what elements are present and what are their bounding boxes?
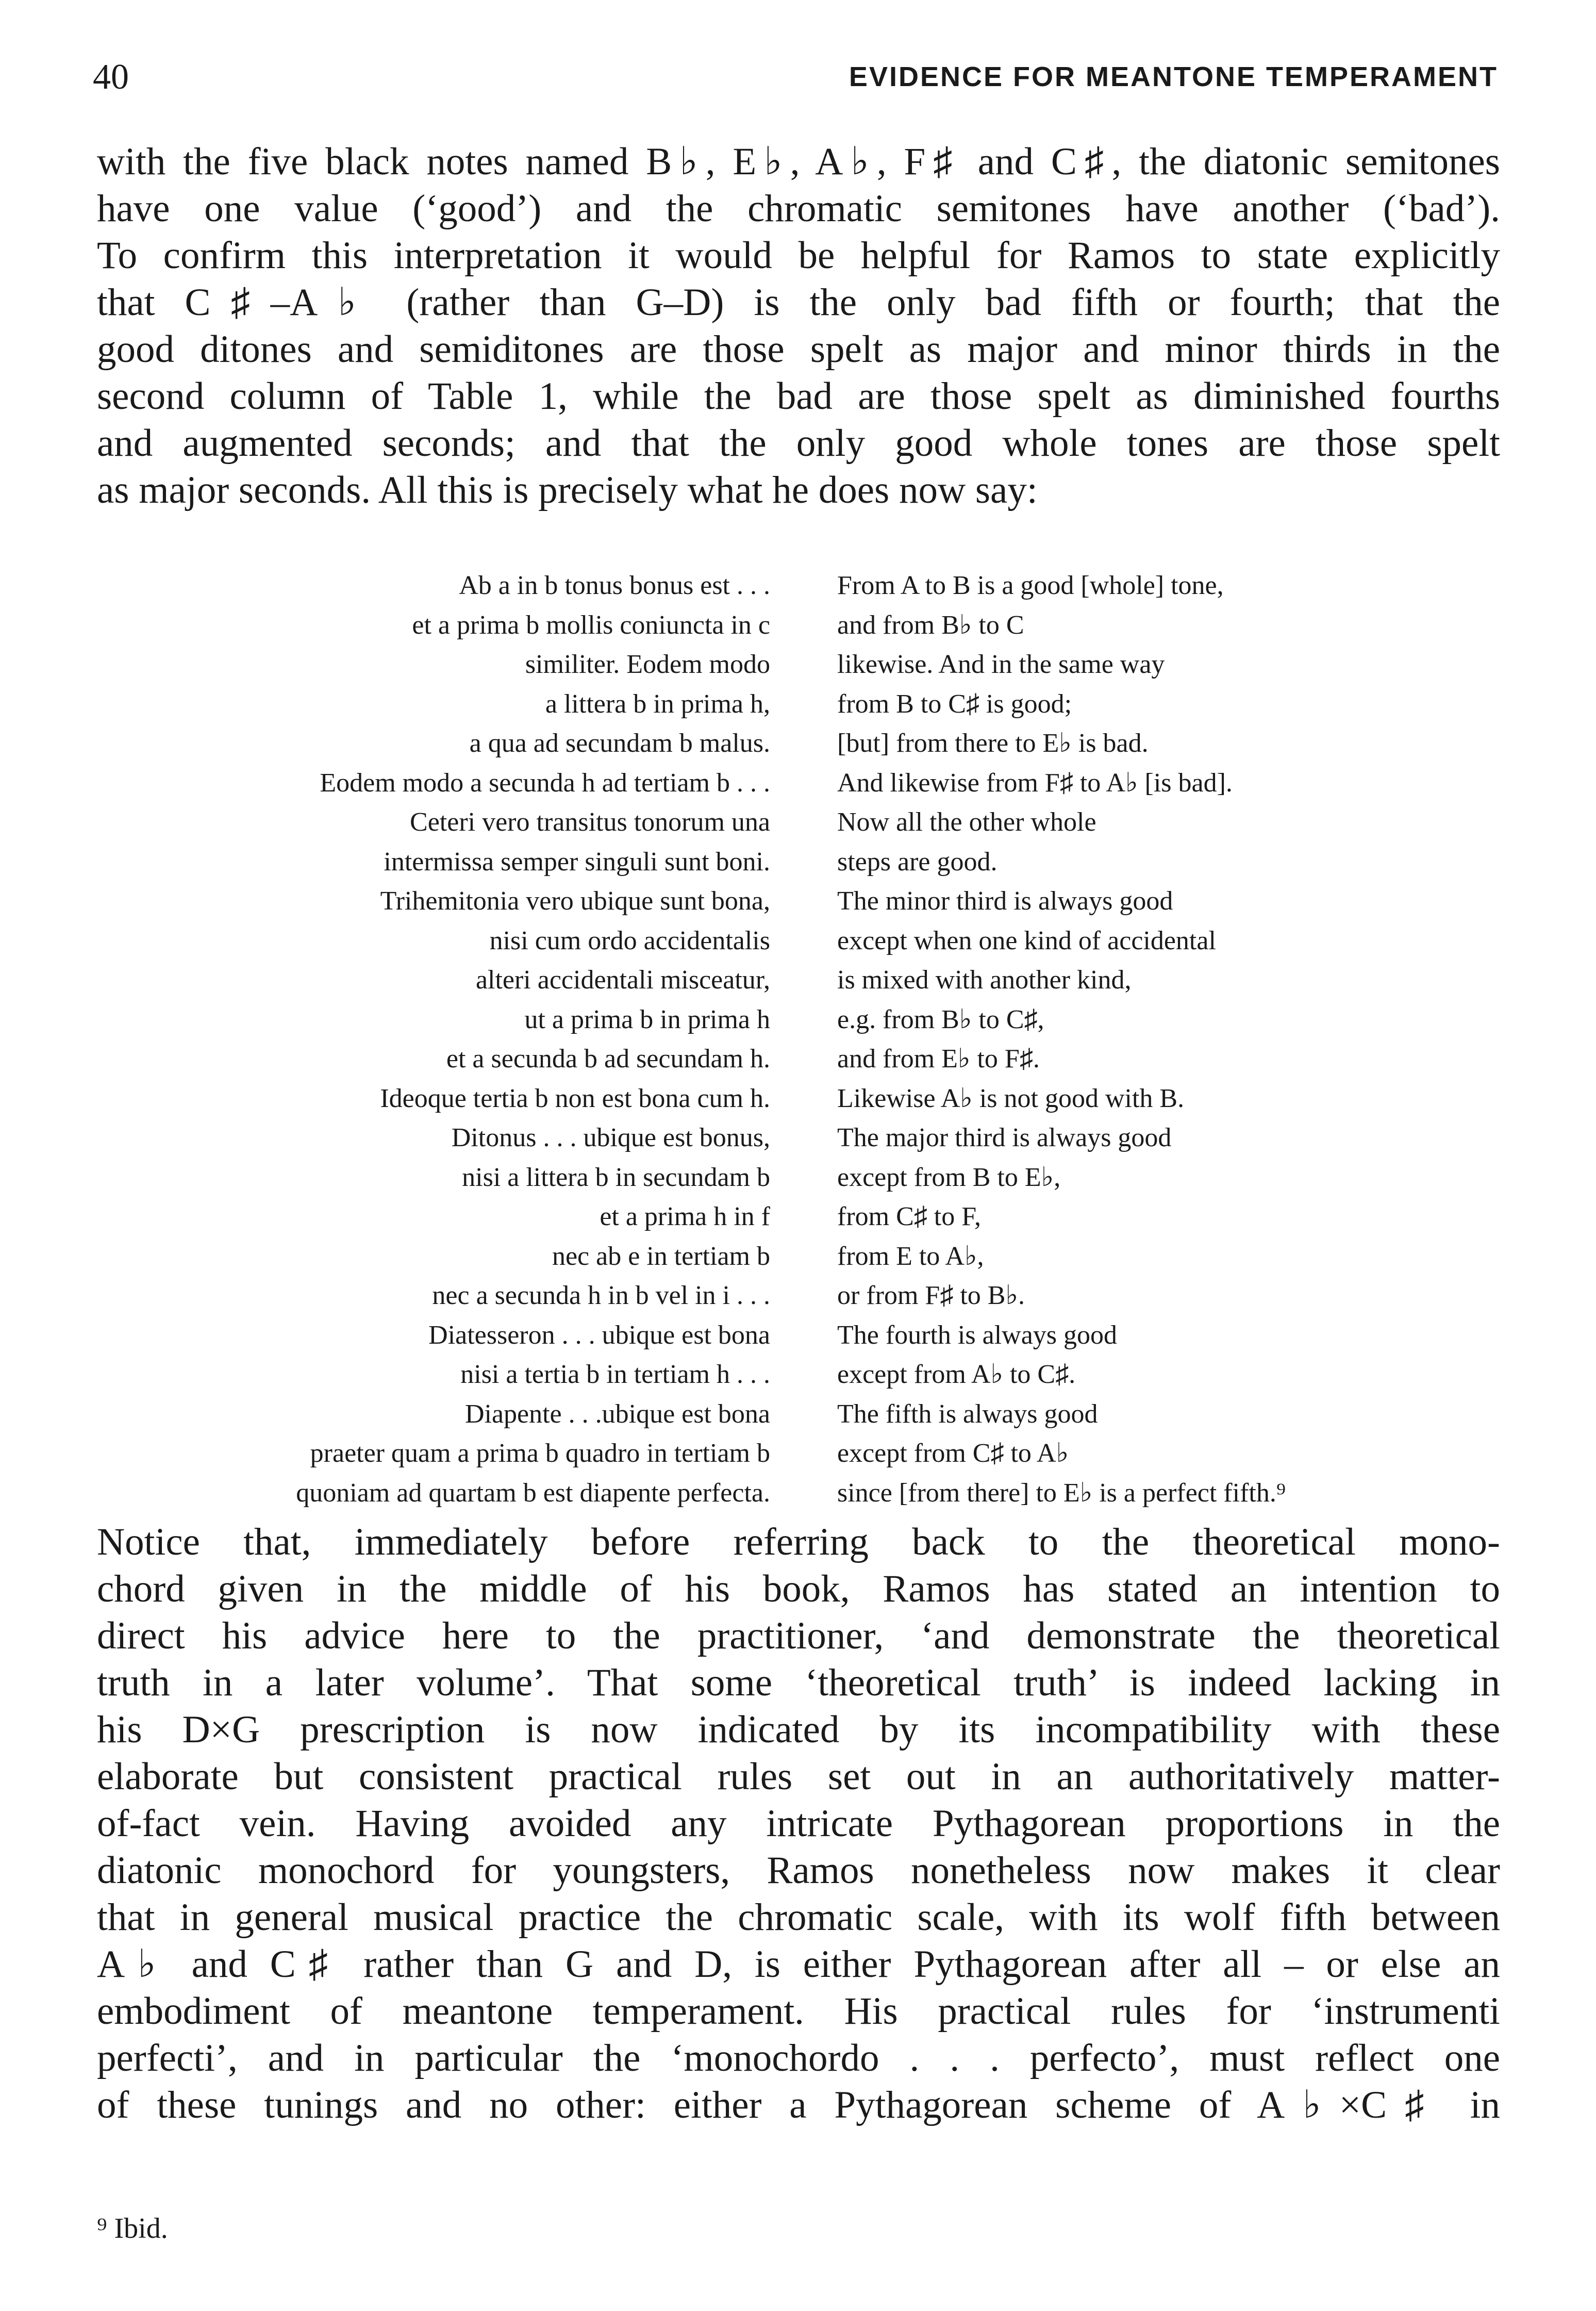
text-line: elaborate but consistent practical rules set out in an authoritatively matter- — [97, 1755, 1500, 1798]
text-line: A♭ and C♯ rather than G and D, is either Pythagorean after all – or else an — [97, 1943, 1500, 1986]
english-line: from B to C♯ is good; — [837, 689, 1072, 719]
footnote-mark: ⁹ — [97, 2213, 107, 2244]
text-line: his D×G prescription is now indicated by its incompatibility with these — [97, 1708, 1500, 1751]
text-line: that C♯–A♭ (rather than G–D) is the only bad fifth or fourth; that the — [97, 281, 1500, 324]
text-line: truth in a later volume’. That some ‘theoretical truth’ is indeed lacking in — [97, 1661, 1500, 1704]
latin-line: praeter quam a prima b quadro in tertiam b — [310, 1439, 770, 1468]
text-line: perfecti’, and in particular the ‘monochordo . . . perfecto’, must reflect one — [97, 2037, 1500, 2079]
english-line: and from E♭ to F♯. — [837, 1044, 1040, 1074]
running-head: EVIDENCE FOR MEANTONE TEMPERAMENT — [849, 61, 1498, 92]
latin-line: Ideoque tertia b non est bona cum h. — [380, 1083, 770, 1113]
english-translation — [837, 566, 1507, 1513]
text-line: direct his advice here to the practitioner, ‘and demonstrate the theoretical — [97, 1614, 1500, 1657]
latin-line: Trihemitonia vero ubique sunt bona, — [380, 886, 770, 916]
english-line: from E to A♭, — [837, 1241, 984, 1271]
latin-line: et a secunda b ad secundam h. — [446, 1044, 770, 1074]
page-number: 40 — [93, 57, 129, 97]
english-line: e.g. from B♭ to C♯, — [837, 1004, 1044, 1034]
footnote-text: Ibid. — [114, 2213, 168, 2244]
latin-line: ut a prima b in prima h — [524, 1004, 770, 1034]
latin-line: a qua ad secundam b malus. — [469, 729, 770, 758]
english-line: And likewise from F♯ to A♭ [is bad]. — [837, 768, 1233, 798]
latin-line: et a prima b mollis coniuncta in c — [412, 610, 770, 640]
text-line: of-fact vein. Having avoided any intricate Pythagorean proportions in the — [97, 1802, 1500, 1845]
latin-line: Ditonus . . . ubique est bonus, — [451, 1123, 770, 1152]
latin-line: nisi a tertia b in tertiam h . . . — [460, 1360, 770, 1389]
text-line: Notice that, immediately before referring back to the theoretical mono- — [97, 1521, 1500, 1563]
text-line: good ditones and semiditones are those spelt as major and minor thirds in the — [97, 328, 1500, 371]
text-line: as major seconds. All this is precisely what he does now say: — [97, 469, 1038, 511]
english-line: likewise. And in the same way — [837, 650, 1165, 679]
english-line: except from A♭ to C♯. — [837, 1360, 1076, 1389]
english-line: Likewise A♭ is not good with B. — [837, 1083, 1185, 1113]
english-line: and from B♭ to C — [837, 610, 1024, 640]
latin-line: Eodem modo a secunda h ad tertiam b . . . — [320, 768, 770, 798]
latin-line: similiter. Eodem modo — [525, 650, 770, 679]
latin-line: intermissa semper singuli sunt boni. — [384, 847, 770, 877]
latin-line: quoniam ad quartam b est diapente perfecta. — [296, 1478, 770, 1508]
english-line: From A to B is a good [whole] tone, — [837, 571, 1224, 600]
latin-line: alteri accidentali misceatur, — [475, 965, 770, 995]
english-line: except from C♯ to A♭ — [837, 1439, 1069, 1468]
english-line: or from F♯ to B♭. — [837, 1281, 1025, 1310]
english-line: is mixed with another kind, — [837, 965, 1132, 995]
text-line: embodiment of meantone temperament. His practical rules for ‘instrumenti — [97, 1990, 1500, 2033]
english-line: The fourth is always good — [837, 1320, 1118, 1350]
latin-quotation — [18, 566, 770, 1513]
body-paragraph-2 — [97, 1518, 1500, 2128]
latin-line: Diapente . . .ubique est bona — [464, 1399, 770, 1429]
footnote — [97, 2212, 168, 2245]
english-line: since [from there] to E♭ is a perfect fifth.⁹ — [837, 1478, 1286, 1508]
english-line: The minor third is always good — [837, 886, 1173, 916]
english-line: [but] from there to E♭ is bad. — [837, 729, 1149, 758]
english-line: The fifth is always good — [837, 1399, 1098, 1429]
text-line: chord given in the middle of his book, Ramos has stated an intention to — [97, 1567, 1500, 1610]
latin-line: Ab a in b tonus bonus est . . . — [459, 571, 770, 600]
english-line: steps are good. — [837, 847, 998, 877]
latin-line: nec ab e in tertiam b — [552, 1241, 770, 1271]
english-line: The major third is always good — [837, 1123, 1172, 1152]
text-line: second column of Table 1, while the bad are those spelt as diminished fourths — [97, 375, 1500, 418]
text-line: and augmented seconds; and that the only good whole tones are those spelt — [97, 422, 1500, 465]
english-line: except from B to E♭, — [837, 1162, 1061, 1192]
text-line: that in general musical practice the chromatic scale, with its wolf fifth between — [97, 1896, 1500, 1939]
latin-line: nisi a littera b in secundam b — [462, 1162, 770, 1192]
text-line: To confirm this interpretation it would be helpful for Ramos to state explicitly — [97, 234, 1500, 277]
english-line: from C♯ to F, — [837, 1202, 981, 1231]
english-line: except when one kind of accidental — [837, 926, 1216, 955]
latin-line: Ceteri vero transitus tonorum una — [410, 807, 770, 837]
latin-line: nec a secunda h in b vel in i . . . — [432, 1281, 770, 1310]
latin-line: Diatesseron . . . ubique est bona — [428, 1320, 770, 1350]
text-line: have one value (‘good’) and the chromatic semitones have another (‘bad’). — [97, 187, 1500, 230]
latin-line: a littera b in prima h, — [545, 689, 770, 719]
text-line: with the five black notes named B♭, E♭, A♭, F♯ and C♯, the diatonic semitones — [97, 140, 1500, 183]
body-paragraph-1 — [97, 138, 1500, 514]
latin-line: nisi cum ordo accidentalis — [489, 926, 770, 955]
english-line: Now all the other whole — [837, 807, 1096, 837]
text-line: diatonic monochord for youngsters, Ramos nonetheless now makes it clear — [97, 1849, 1500, 1892]
text-line: of these tunings and no other: either a Pythagorean scheme of A♭×C♯ in — [97, 2084, 1500, 2126]
latin-line: et a prima h in f — [600, 1202, 770, 1231]
